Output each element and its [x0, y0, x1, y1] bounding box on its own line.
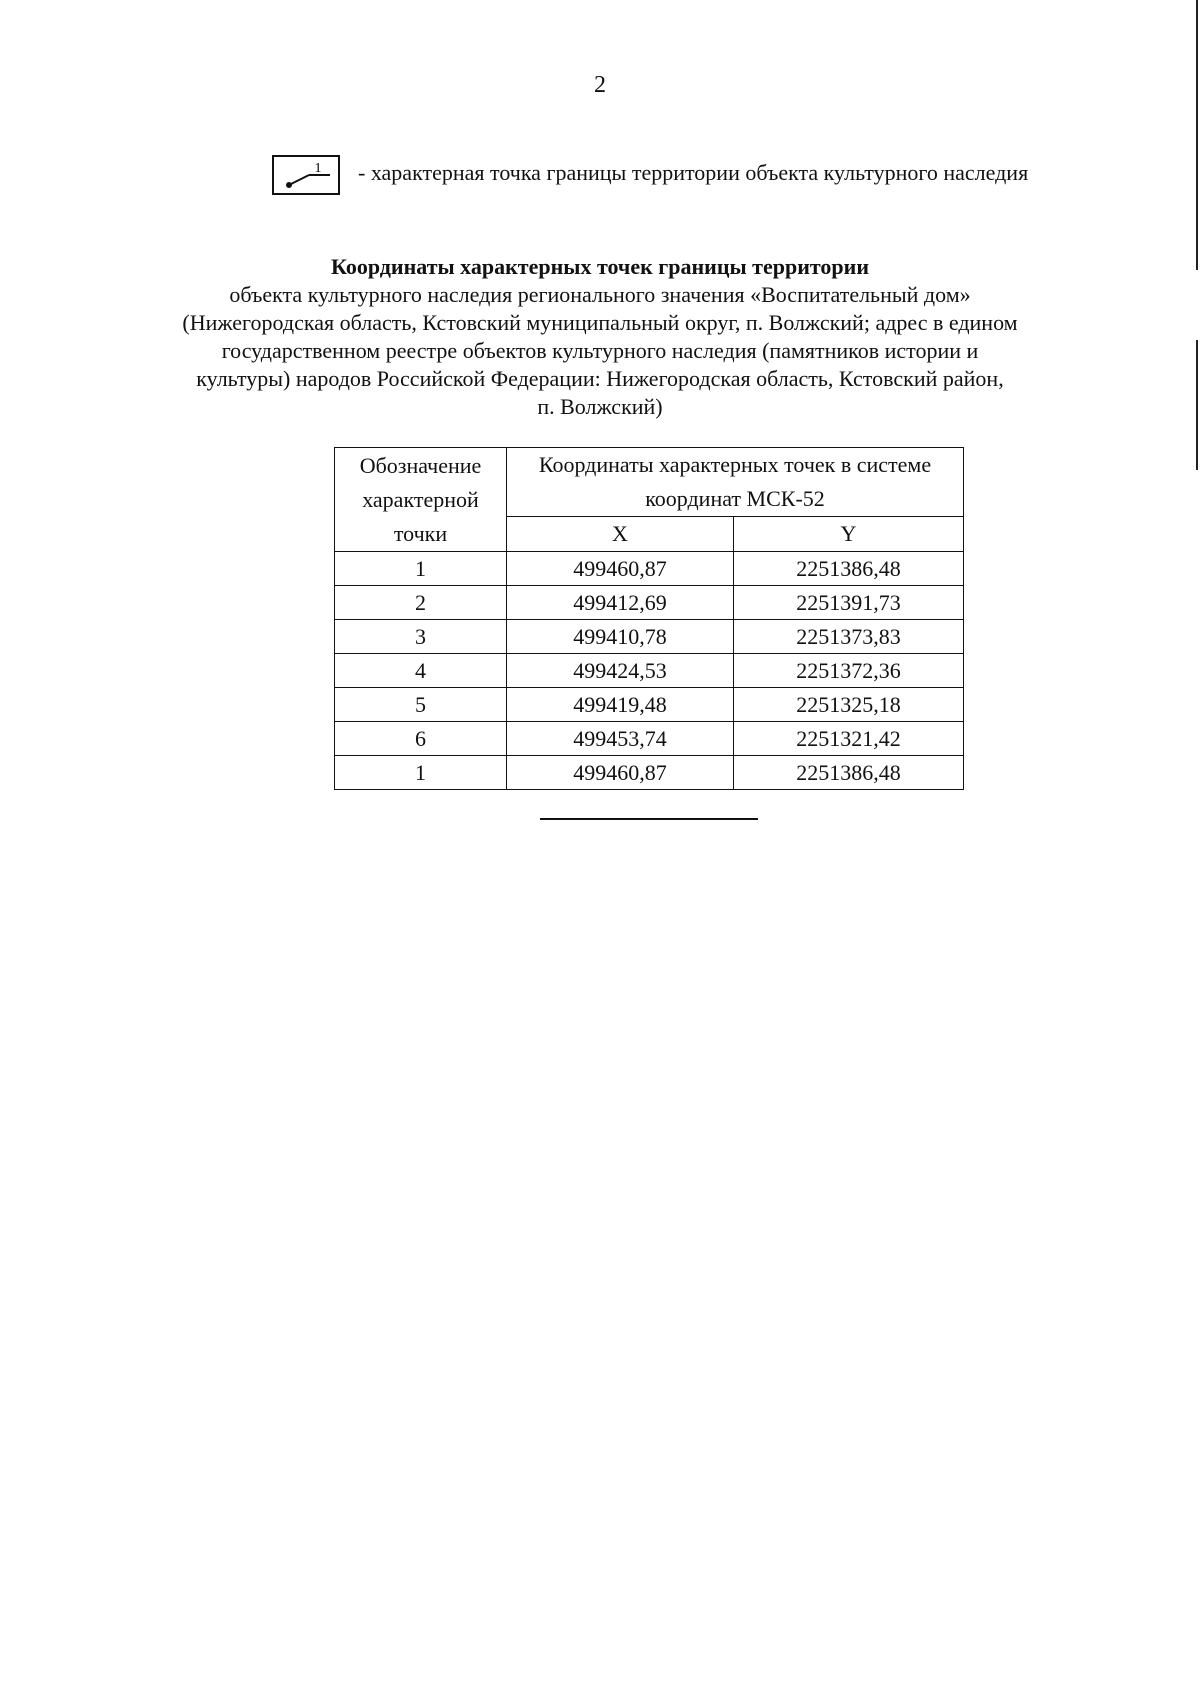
cell-point: 5 — [335, 688, 507, 722]
legend-symbol-label: 1 — [314, 161, 322, 176]
cell-x: 499453,74 — [507, 722, 734, 756]
scan-edge-mark — [1196, 340, 1198, 470]
document-title — [150, 253, 1050, 421]
cell-x: 499424,53 — [507, 654, 734, 688]
legend — [272, 155, 1032, 219]
title-line: государственном реестре объектов культурного наследия (памятников истории и — [221, 338, 979, 363]
table-row — [335, 722, 964, 756]
table-row — [335, 552, 964, 586]
cell-x: 499460,87 — [507, 756, 734, 790]
cell-point: 6 — [335, 722, 507, 756]
cell-x: 499410,78 — [507, 620, 734, 654]
legend-description: - характерная точка границы территории объекта культурного наследия — [358, 160, 1029, 185]
header-y: Y — [734, 517, 964, 552]
table-row — [335, 756, 964, 790]
cell-x: 499460,87 — [507, 552, 734, 586]
header-x: X — [507, 517, 734, 552]
cell-point: 1 — [335, 756, 507, 790]
title-line: п. Волжский) — [537, 394, 663, 419]
title-line: культуры) народов Российской Федерации: Нижегородская область, Кстовский район, — [196, 366, 1004, 391]
cell-point: 4 — [335, 654, 507, 688]
cell-point: 1 — [335, 552, 507, 586]
header-coordinates: Координаты характерных точек в системе координат МСК-52 — [507, 448, 964, 517]
cell-point: 3 — [335, 620, 507, 654]
cell-y: 2251386,48 — [734, 756, 964, 790]
cell-y: 2251372,36 — [734, 654, 964, 688]
cell-point: 2 — [335, 586, 507, 620]
cell-x: 499412,69 — [507, 586, 734, 620]
cell-y: 2251325,18 — [734, 688, 964, 722]
end-divider — [540, 818, 758, 820]
cell-y: 2251321,42 — [734, 722, 964, 756]
title-heading: Координаты характерных точек границы территории — [330, 254, 870, 279]
cell-x: 499419,48 — [507, 688, 734, 722]
coordinates-table — [334, 447, 964, 790]
cell-y: 2251391,73 — [734, 586, 964, 620]
table-row — [335, 654, 964, 688]
cell-y: 2251386,48 — [734, 552, 964, 586]
cell-y: 2251373,83 — [734, 620, 964, 654]
page-number: 2 — [594, 72, 606, 98]
header-point-designation: Обозначение характерной точки — [335, 448, 507, 552]
table-row — [335, 688, 964, 722]
boundary-point-symbol-icon — [272, 155, 340, 195]
scan-edge-mark — [1196, 0, 1198, 270]
title-line: объекта культурного наследия регионального значения «Воспитательный дом» — [229, 282, 971, 307]
table-row — [335, 620, 964, 654]
title-line: (Нижегородская область, Кстовский муниципальный округ, п. Волжский; адрес в едином — [182, 310, 1018, 335]
table-row — [335, 586, 964, 620]
